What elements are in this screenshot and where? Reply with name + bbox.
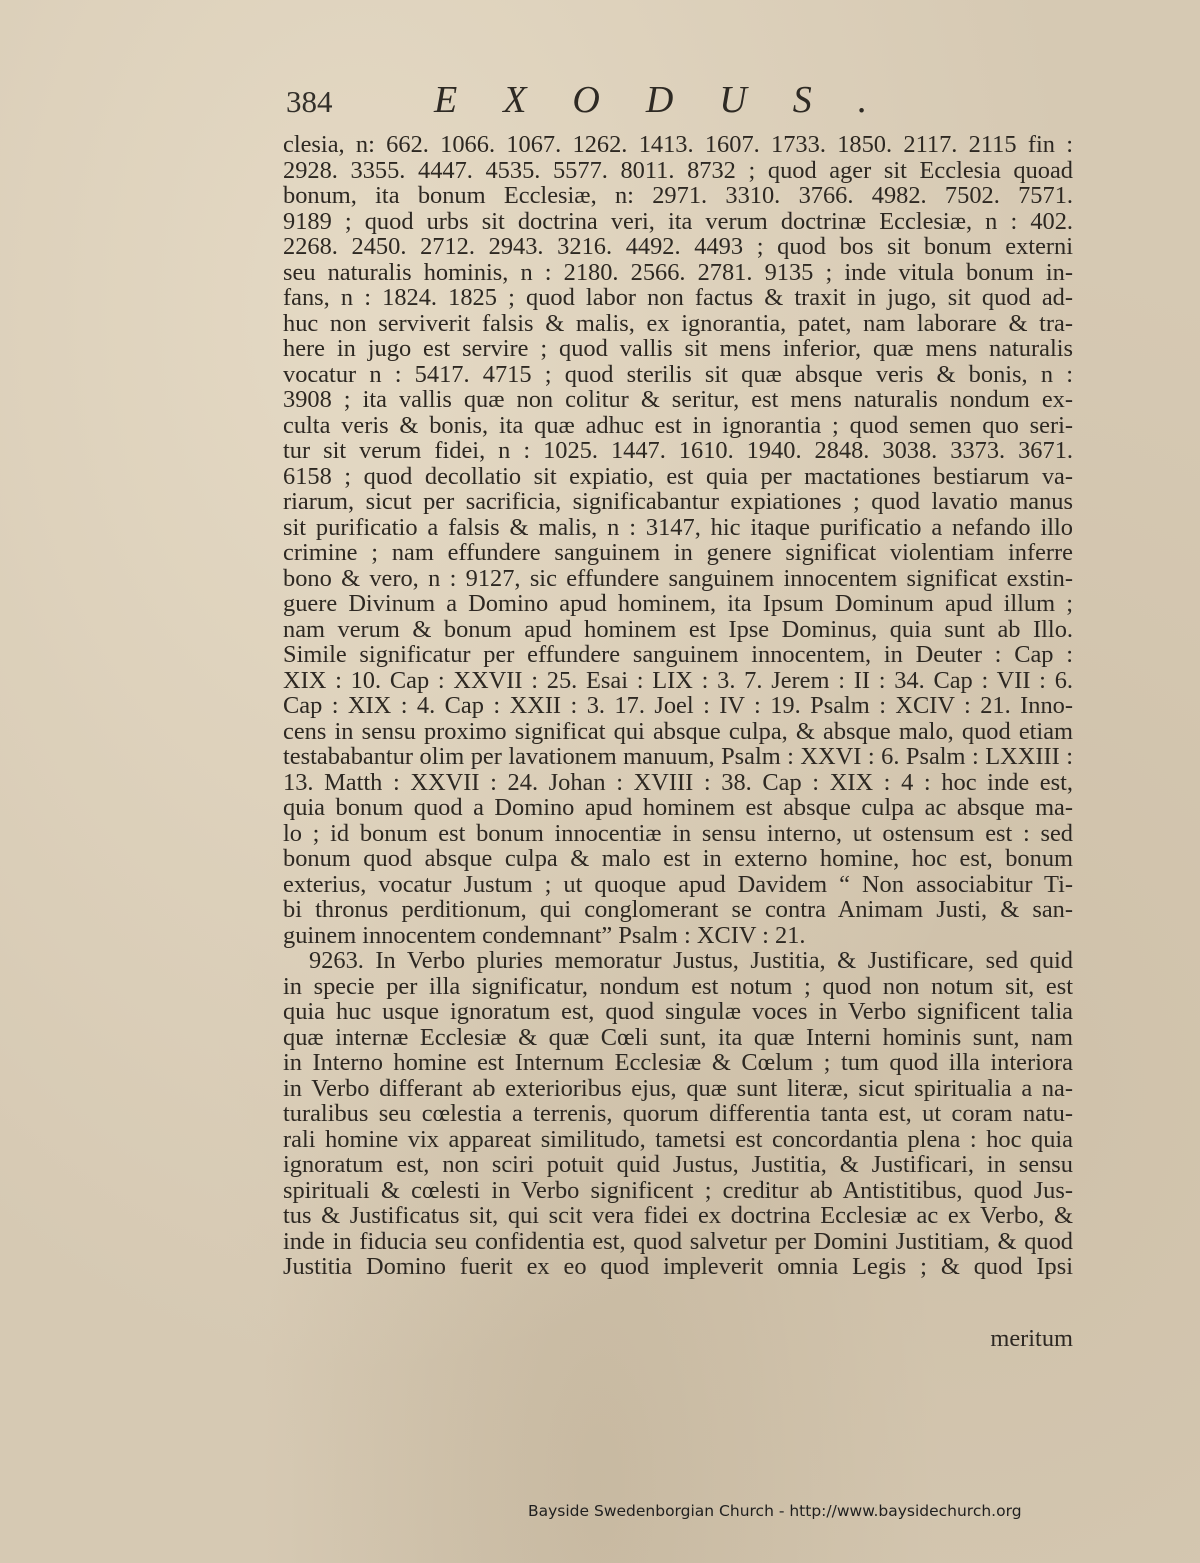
text-line: 9263. In Verbo pluries memoratur Justus, Justitia, & Justificare, sed quid — [309, 948, 1073, 974]
body-text — [283, 132, 1073, 1280]
text-line: 2268. 2450. 2712. 2943. 3216. 4492. 4493 ; quod bos sit bonum externi — [283, 234, 1073, 260]
page-header — [286, 78, 1066, 128]
text-line: tur sit verum fidei, n : 1025. 1447. 1610. 1940. 2848. 3038. 3373. 3671. — [283, 438, 1073, 464]
text-line: sit purificatio a falsis & malis, n : 3147, hic itaque purificatio a nefando illo — [283, 514, 1073, 540]
text-line: Simile significatur per effundere sanguinem innocentem, in Deuter : Cap : — [283, 642, 1073, 668]
text-line: 2928. 3355. 4447. 4535. 5577. 8011. 8732 ; quod ager sit Ecclesia quoad — [283, 157, 1073, 183]
text-line: bonum quod absque culpa & malo est in externo homine, hoc est, bonum — [283, 846, 1073, 872]
text-line: culta veris & bonis, ita quæ adhuc est in ignorantia ; quod semen quo seri- — [283, 412, 1073, 438]
text-line: guere Divinum a Domino apud hominem, ita Ipsum Dominum apud illum ; — [283, 591, 1073, 617]
text-line: fans, n : 1824. 1825 ; quod labor non factus & traxit in jugo, sit quod ad- — [283, 285, 1073, 311]
text-line: lo ; id bonum est bonum innocentiæ in sensu interno, ut ostensum est : sed — [283, 820, 1073, 846]
text-line: crimine ; nam effundere sanguinem in genere significat violentiam inferre — [283, 540, 1073, 566]
text-line: nam verum & bonum apud hominem est Ipse Dominus, quia sunt ab Illo. — [283, 616, 1073, 642]
catchword: meritum — [990, 1325, 1073, 1352]
text-line: Justitia Domino fuerit ex eo quod impleverit omnia Legis ; & quod Ipsi — [283, 1254, 1073, 1280]
text-line: huc non serviverit falsis & malis, ex ignorantia, patet, nam laborare & tra- — [283, 310, 1073, 336]
text-line: in Verbo differant ab exterioribus ejus, quæ sunt literæ, sicut spiritualia a na- — [283, 1075, 1073, 1101]
running-title: EXODUS. — [434, 79, 914, 121]
text-line: 13. Matth : XXVII : 24. Johan : XVIII : 38. Cap : XIX : 4 : hoc inde est, — [283, 769, 1073, 795]
text-line: seu naturalis hominis, n : 2180. 2566. 2781. 9135 ; inde vitula bonum in- — [283, 259, 1073, 285]
text-line: bonum, ita bonum Ecclesiæ, n: 2971. 3310. 3766. 4982. 7502. 7571. — [283, 183, 1073, 209]
text-line: ignoratum est, non sciri potuit quid Justus, Justitia, & Justificari, in sensu — [283, 1152, 1073, 1178]
text-line: XIX : 10. Cap : XXVII : 25. Esai : LIX : 3. 7. Jerem : II : 34. Cap : VII : 6. — [283, 667, 1073, 693]
text-line: bi thronus perditionum, qui conglomerant se contra Animam Justi, & san- — [283, 897, 1073, 923]
text-line: clesia, n: 662. 1066. 1067. 1262. 1413. 1607. 1733. 1850. 2117. 2115 fin : — [283, 132, 1073, 158]
text-line: 3908 ; ita vallis quæ non colitur & seritur, est mens naturalis nondum ex- — [283, 387, 1073, 413]
text-line: vocatur n : 5417. 4715 ; quod sterilis sit quæ absque veris & bonis, n : — [283, 361, 1073, 387]
text-line: bono & vero, n : 9127, sic effundere sanguinem innocentem significat exstin- — [283, 565, 1073, 591]
text-line: quia huc usque ignoratum est, quod singulæ voces in Verbo significent talia — [283, 999, 1073, 1025]
text-line: quæ internæ Ecclesiæ & quæ Cœli sunt, ita quæ Interni hominis sunt, nam — [283, 1024, 1073, 1050]
text-line: tus & Justificatus sit, qui scit vera fidei ex doctrina Ecclesiæ ac ex Verbo, & — [283, 1203, 1073, 1229]
text-line: inde in fiducia seu confidentia est, quod salvetur per Domini Justitiam, & quod — [283, 1228, 1073, 1254]
footer-credit: Bayside Swedenborgian Church - http://www.baysidechurch.org — [528, 1502, 1022, 1520]
text-line: turalibus seu cœlestia a terrenis, quorum differentia tanta est, ut coram natu- — [283, 1101, 1073, 1127]
text-line: 9189 ; quod urbs sit doctrina veri, ita verum doctrinæ Ecclesiæ, n : 402. — [283, 208, 1073, 234]
text-line: in specie per illa significatur, nondum est notum ; quod non notum sit, est — [283, 973, 1073, 999]
text-line: rali homine vix appareat similitudo, tametsi est concordantia plena : hoc quia — [283, 1126, 1073, 1152]
text-line: spirituali & cœlesti in Verbo significent ; creditur ab Antistitibus, quod Jus- — [283, 1177, 1073, 1203]
text-line: here in jugo est servire ; quod vallis sit mens inferior, quæ mens naturalis — [283, 336, 1073, 362]
text-line: testababantur olim per lavationem manuum, Psalm : XXVI : 6. Psalm : LXXIII : — [283, 744, 1073, 770]
text-line: guinem innocentem condemnant” Psalm : XCIV : 21. — [283, 922, 806, 948]
page-number: 384 — [286, 84, 333, 119]
text-line: quia bonum quod a Domino apud hominem est absque culpa ac absque ma- — [283, 795, 1073, 821]
text-line: exterius, vocatur Justum ; ut quoque apud Davidem “ Non associabitur Ti- — [283, 871, 1073, 897]
text-line: cens in sensu proximo significat qui absque culpa, & absque malo, quod etiam — [283, 718, 1073, 744]
text-line: riarum, sicut per sacrificia, significabantur expiationes ; quod lavatio manus — [283, 489, 1073, 515]
text-line: in Interno homine est Internum Ecclesiæ & Cœlum ; tum quod illa interiora — [283, 1050, 1073, 1076]
text-line: 6158 ; quod decollatio sit expiatio, est quia per mactationes bestiarum va- — [283, 463, 1073, 489]
text-line: Cap : XIX : 4. Cap : XXII : 3. 17. Joel : IV : 19. Psalm : XCIV : 21. Inno- — [283, 693, 1073, 719]
